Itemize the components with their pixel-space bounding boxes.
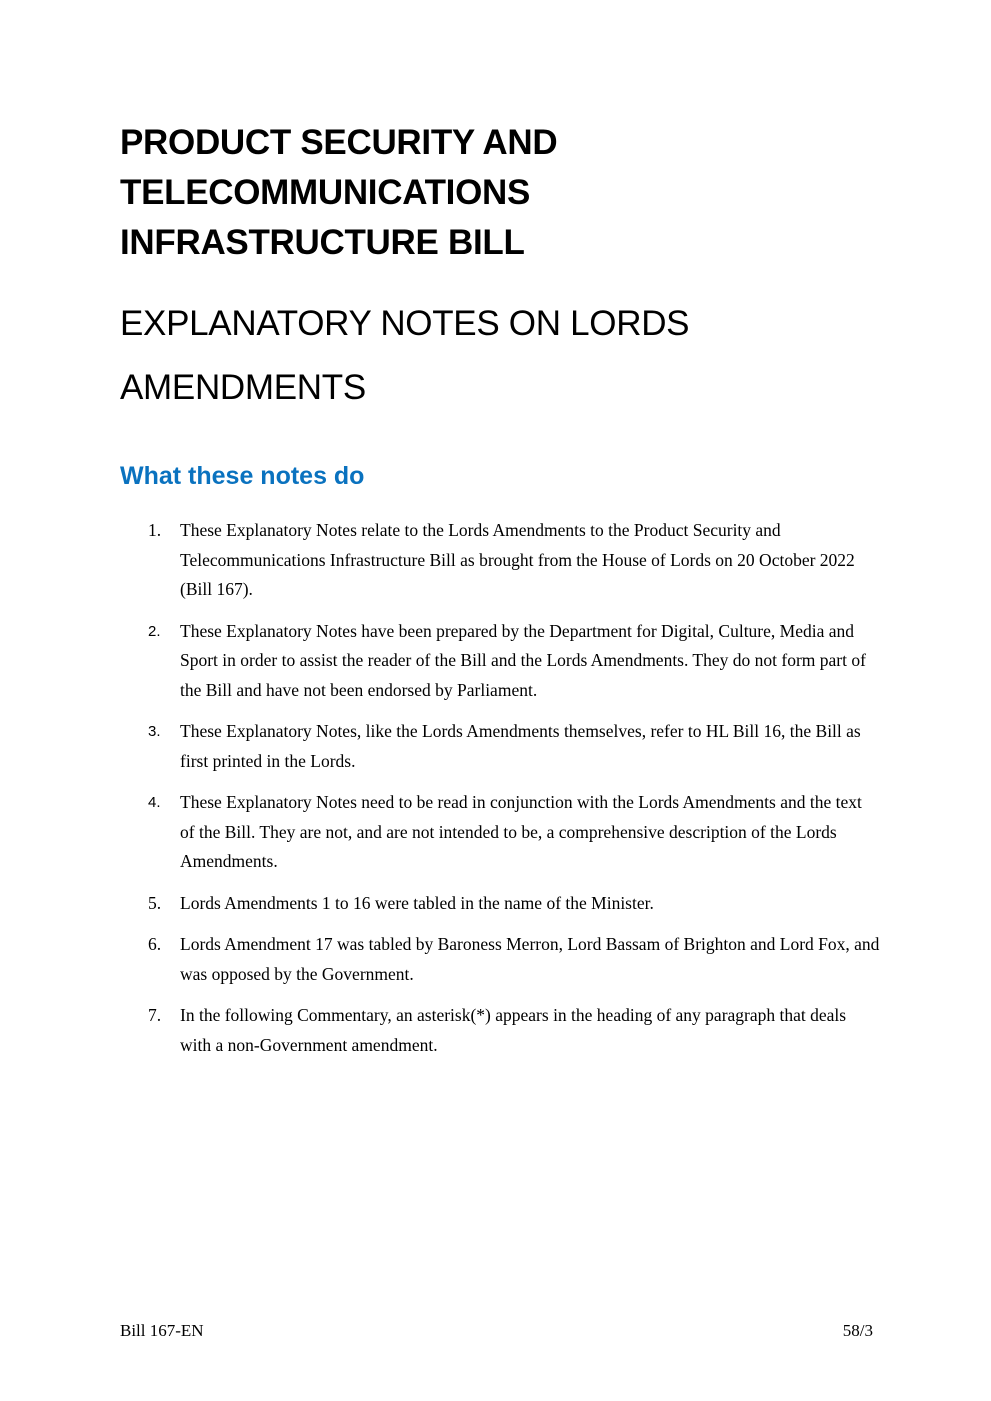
note-text: Lords Amendment 17 was tabled by Baroness Merron, Lord Bassam of Brighton and Lord Fox, and was opposed by the Government. — [180, 934, 880, 984]
note-number: 7. — [148, 1005, 162, 1025]
note-item — [120, 930, 880, 989]
note-number: 2. — [148, 622, 161, 640]
title-line: INFRASTRUCTURE BILL — [120, 223, 525, 262]
note-number: 6. — [148, 934, 162, 954]
note-number: 3. — [148, 723, 161, 740]
title-line: TELECOMMUNICATIONS — [120, 173, 531, 212]
note-text: In the following Commentary, an asterisk(*) appears in the heading of any paragraph that deals with a non-Government amendment. — [180, 1005, 847, 1055]
section-heading: What these notes do — [120, 462, 365, 490]
note-number: 4. — [148, 794, 161, 811]
document-title — [120, 118, 880, 268]
note-item — [120, 516, 880, 605]
note-text: These Explanatory Notes need to be read in conjunction with the Lords Amendments and the text of the Bill. They are not, and are not intended to be, a comprehensive description of the Lords Amendments. — [180, 792, 862, 871]
note-item — [120, 788, 880, 877]
notes-list — [120, 516, 880, 1072]
note-number: 5. — [148, 892, 162, 913]
title-line: PRODUCT SECURITY AND — [120, 123, 558, 162]
subtitle-line: EXPLANATORY NOTES ON LORDS — [120, 304, 690, 343]
note-item — [120, 1001, 880, 1060]
note-text: Lords Amendments 1 to 16 were tabled in the name of the Minister. — [180, 892, 654, 913]
note-text: These Explanatory Notes, like the Lords Amendments themselves, refer to HL Bill 16, the Bill as first printed in the Lords. — [180, 721, 861, 771]
subtitle-line: AMENDMENTS — [120, 368, 366, 407]
note-item — [120, 717, 880, 776]
note-number: 1. — [148, 520, 162, 540]
footer-bill-reference: Bill 167-EN — [120, 1321, 204, 1340]
footer-page-number: 58/3 — [842, 1321, 873, 1340]
note-item — [120, 889, 880, 919]
document-subtitle — [120, 292, 880, 420]
note-text: These Explanatory Notes relate to the Lords Amendments to the Product Security and Telecommunications Infrastructure Bill as brought from the House of Lords on 20 October 2022 (Bill 167). — [180, 520, 855, 599]
note-item — [120, 617, 880, 706]
note-text: These Explanatory Notes have been prepared by the Department for Digital, Culture, Media and Sport in order to assist the reader of the Bill and the Lords Amendments. They do not form part of the Bill and have not been endorsed by Parliament. — [180, 620, 866, 700]
